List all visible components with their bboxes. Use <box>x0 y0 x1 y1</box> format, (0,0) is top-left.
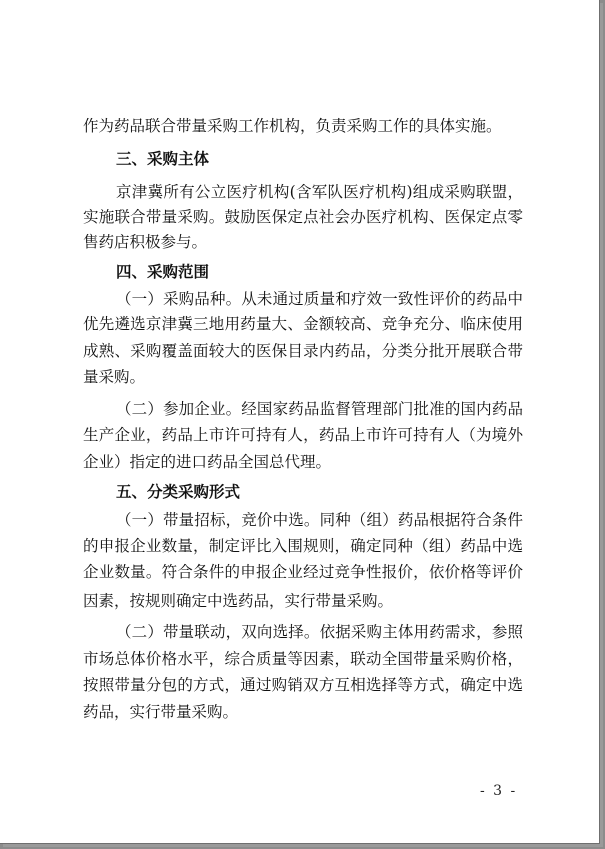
section-heading-5: 五、分类采购形式 <box>116 483 241 501</box>
text-line: 的申报企业数量，制定评比入围规则，确定同种（组）药品中选 <box>83 537 523 555</box>
text-line: （一）采购品种。从未通过质量和疗效一致性评价的药品中 <box>116 290 523 308</box>
page-number: - 3 - <box>480 783 518 799</box>
section-heading-4: 四、采购范围 <box>116 263 210 281</box>
text-line: 企业）指定的进口药品全国总代理。 <box>83 453 332 471</box>
text-line: 作为药品联合带量采购工作机构，负责采购工作的具体实施。 <box>83 117 502 135</box>
text-line: 生产企业，药品上市许可持有人，药品上市许可持有人（为境外 <box>83 426 523 444</box>
text-line: 京津冀所有公立医疗机构(含军队医疗机构)组成采购联盟， <box>116 183 523 201</box>
text-line: 售药店积极参与。 <box>83 233 208 251</box>
section-heading-3: 三、采购主体 <box>116 150 210 168</box>
text-line: 优先遴选京津冀三地用药量大、金额较高、竞争充分、临床使用 <box>83 315 523 333</box>
text-line: 成熟、采购覆盖面较大的医保目录内药品，分类分批开展联合带 <box>83 342 523 360</box>
text-line: 按照带量分包的方式，通过购销双方互相选择等方式，确定中选 <box>83 676 523 694</box>
text-line: 药品，实行带量采购。 <box>83 703 239 721</box>
text-line: （一）带量招标，竞价中选。同种（组）药品根据符合条件 <box>116 511 523 529</box>
text-line: 市场总体价格水平，综合质量等因素，联动全国带量采购价格， <box>83 650 523 668</box>
text-line: （二）带量联动，双向选择。依据采购主体用药需求，参照 <box>116 623 523 641</box>
text-line: 因素，按规则确定中选药品，实行带量采购。 <box>83 592 394 610</box>
text-line: 企业数量。符合条件的申报企业经过竞争性报价，依价格等评价 <box>83 563 523 581</box>
text-line: （二）参加企业。经国家药品监督管理部门批准的国内药品 <box>116 400 523 418</box>
text-line: 量采购。 <box>83 368 146 386</box>
text-line: 实施联合带量采购。鼓励医保定点社会办医疗机构、医保定点零 <box>83 208 523 226</box>
